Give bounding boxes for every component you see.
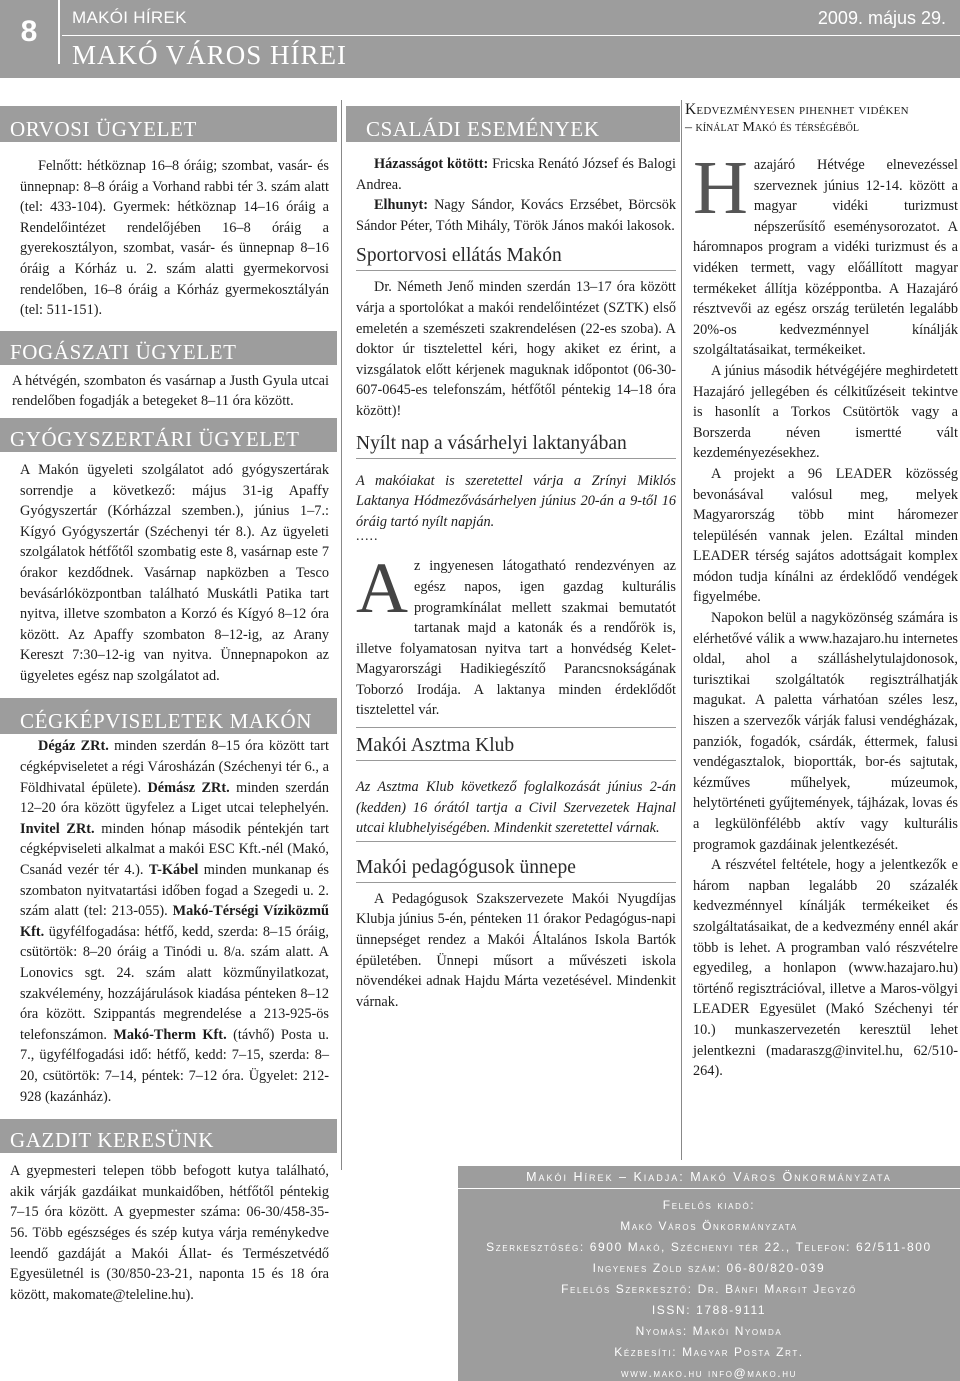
imprint-box — [458, 1166, 960, 1381]
heading-sportorvosi: Sportorvosi ellátás Makón — [356, 245, 562, 267]
imprint-row: Makó Város Önkormányzata — [620, 1219, 798, 1233]
column-right — [683, 100, 960, 1082]
imprint-row: Felelős kiadó: — [662, 1198, 756, 1212]
column-middle — [346, 100, 680, 1012]
company-info: minden szerdán 12–20 óra között ügyfelez a Liget utcai telephelyén. — [20, 779, 329, 817]
asztma-text: Az Asztma Klub következő foglalkozását június 2-án (kedden) 16 órától tartja a Civil Szervezetek Hajnal utcai klubhelyiségében. Mindenkit szeretettel várnak. — [356, 779, 676, 837]
section-heading-orvosi: ORVOSI ÜGYELET — [0, 106, 337, 142]
orvosi-text: Felnőtt: hétköznap 16–8 óráig; szombat, vasár- és ünnepnap: 8–8 óráig a Vorhand rabbi tér 3. szám alatt (tel: 433-104). Gyermek: hétköznap 14–16 óráig a Rendelőintézet rendelőjében 16–8 óráig a gyerekosztályon, szombat, vasár- és ünnepnap 8–16 óráig a Kórház u. 2. szám alatti gyermekorvosi rendelőben, 16–8 óráig a Kórház gyermekosztályán (tel: 511-151). — [20, 158, 329, 319]
masthead-divider — [62, 35, 960, 36]
imprint-row: Szerkesztőség: 6900 Makó, Széchenyi tér 22., Telefon: 62/511-800 — [486, 1240, 932, 1254]
hazassag-text — [346, 142, 680, 195]
heading-asztma-klub: Makói Asztma Klub — [356, 735, 515, 757]
imprint-title: Makói Hírek – Kiadja: Makó Város Önkormányzata — [526, 1170, 892, 1184]
heading-nyilt-nap: Nyílt nap a vásárhelyi laktanyában — [356, 432, 627, 454]
column-left — [0, 100, 337, 1305]
nyilt-nap-body: z ingyenesen látogatható rendezvényen az egész napos, igen gazdag kulturális programkínálat mellett szakmai bemutatót tartanak majd a katonák és a rendőrök is, illetve folyamatosan nyitva tart a honvédség Kelet-Magyarországi Hadikiegészítő Parancsnokságának Toborzó Irodája. A laktanya minden érdeklődőt tisztelettel vár. — [356, 558, 676, 719]
hazajaro-p5: A részvétel feltétele, hogy a jelentkezők e három napban legalább 20 százalék kedvezménnyel kínálják termékeiket és szolgáltatásaikat, de a kedvezmény ennél akár több is lehet. A programban való részvételre egyedileg, a honlapon (www.hazajaro.hu) történő regisztrációval, illetve a Maros-völgyi LEADER Egyesület (Makó Széchenyi tér 10.) munkaszervezetén keresztül lehet jelentkezni (madaraszg@invitel.hu, 62/510-264). — [693, 857, 958, 1080]
sportorvosi-text: Dr. Németh Jenő minden szerdán 13–17 óra között várja a sportolókat a makói rendelőintézet (SZTK) első emeletén a szemészeti szakrendelésen (22-es szoba). A doktor úr tisztelettel kéri, hogy akiket ez érint, a vizsgálatok előtt kérjenek maguknak időpontot (06-30-607-0645-es telefonszám, hétfőtől péntekig 14–18 óra között)! — [356, 279, 676, 419]
hazassag-label: Házasságot kötött: — [374, 156, 489, 172]
elhunyt-label: Elhunyt: — [374, 197, 429, 214]
imprint-row: Ingyenes Zöld szám: 06-80/820-039 — [592, 1261, 826, 1275]
company-name: Invitel ZRt. — [20, 820, 95, 837]
imprint-row: Kézbesíti: Magyar Posta Zrt. — [614, 1345, 804, 1359]
gyogyszertari-text: A Makón ügyeleti szolgálatot adó gyógyszertárak sorrendje a következő: május 31-ig Apaffy Gyógyszertár (Kórházzal szemben.), június 1–7.: Kígyó Gyógyszertár (Széchenyi tér 8.). Az ügyeleti szolgálatok hétfőtől szombatig este 8, vasárnap este 7 órakor kezdődnek. Vasárnap napközben a Tesco bevásárlóközpontban található Muskátli Patika tart nyitva, illetve szombaton a Korzó és Kígyó 8–12 óra között. Az Apaffy szombaton 8–12-ig, az Arany Kereszt 7:30–12-ig van nyitva. Ünnepnapokon az ügyeletes egész nap szolgálatot ad. — [20, 461, 329, 684]
fogaszati-text: A hétvégén, szombaton és vasárnap a Justh Gyula utcai rendelőben fogadják a betegeket 8–11 óra között. — [12, 372, 329, 410]
section-rule — [356, 727, 676, 728]
company-name: T-Kábel — [148, 862, 199, 879]
nyilt-nap-text — [346, 542, 680, 721]
section-rule — [356, 841, 676, 842]
section-heading-fogaszati: FOGÁSZATI ÜGYELET — [0, 331, 337, 365]
heading-pedagogus: Makói pedagógusok ünnepe — [356, 856, 576, 878]
hazajaro-p4: Napokon belül a nagyközönség számára is elérhetővé válik a www.hazajaro.hu internetes oldal, ahol a szálláshelytulajdonosok, turisztikai szolgáltatók regisztrálhatják magukat. A paletta várhatóan széles lesz, hiszen a szervezők várják falusi vendégházak, panziók, fogadók, csárdák, éttermek, falusi vendégasztalok, bioportták, bor-és sajtutak, kézműves műhelyek, múzeumok, helytörténeti gyűjtemények, tájházak, lovas és a legkülönfélébb aktív vagy kulturális programok gazdáinak jelentkezését. — [693, 610, 958, 853]
hazajaro-p3: A projekt a 96 LEADER közösség bevonásával valósul meg, melyek Magyarország több mint háromezer településén vannak jelen. Ezáltal minden LEADER térség sajátos adottságait komplex módon tudja kínálni az érdeklődő vendégek figyelmébe. — [693, 465, 958, 606]
elhunyt-names: Nagy Sándor, Kovács Erzsébet, Börcsök Sándor Péter, Tóth Mihály, Török János makói lakosok. — [356, 197, 676, 234]
gazdit-text: A gyepmesteri telepen több befogott kutya található, akik várják gazdáikat munkaidőben, hétfőtől péntekig 7–15 óra között. A gyepmester száma: 06-30/458-35-56. Több egészséges és szép kutya várja reménykedve leendő gazdáját a Makói Állat- és Természetvédő Egyesületnél is (30/850-23-21, naponta 15 és 18 óra között, makomate@teleline.hu). — [10, 1163, 329, 1303]
hazassag-names: Fricska Renátó József és Balogi Andrea. — [356, 156, 676, 193]
page-title: MAKÓ VÁROS HÍREI — [72, 40, 348, 70]
company-info: minden hónap második péntekjén tart cégképviseleti alkalmat a makói ESC Kft.-nél (Makó, Csanád vezér tér 4.). — [20, 820, 329, 879]
hazajaro-p2: A június második hétvégéjére meghirdetett Hazajáró jellegében és célkitűzéseit tekintve is hasonlít a Torkos Csütörtök vagy a Borszerda néven ismertté vált kezdeményezésekhez. — [693, 362, 958, 462]
nyilt-nap-lead: A makóiakat is szeretettel várja a Zrínyi Miklós Laktanya Hódmezővásárhelyen június 20-án a 9-től 16 óráig tartó nyílt napján. — [356, 472, 676, 530]
imprint-web-link[interactable]: www.mako.hu info@mako.hu — [621, 1366, 797, 1380]
imprint-row: Felelős Szerkesztő: Dr. Bánfi Margit Jegyző — [561, 1282, 857, 1296]
column-divider — [681, 100, 682, 1160]
page-number: 8 — [0, 0, 60, 64]
hazajaro-p1 — [683, 137, 960, 361]
company-name: Démász ZRt. — [147, 779, 230, 796]
dropcap-letter: A — [356, 548, 408, 629]
company-name: Dégáz ZRt. — [38, 738, 109, 755]
company-info: minden munkanap és szombaton nyitvatartási időben fogad a Szegedi u. 2. szám alatt (tel: 213-055). — [20, 862, 329, 920]
issue-date: 2009. május 29. — [817, 8, 946, 28]
hazajaro-p1-body: azajáró Hétvége elnevezéssel szerveznek június 12-14. között a magyar vidéki turizmust népszerűsítő eseménysorozatot. A háromnapos program a vidéki turizmust és a vidéken termett, vagy előállított magyar termékeket állítja középpontba. A Hazajáró résztvevői az egész ország területén legalább 20%-os kedvezménnyel kínálják szolgáltatásaikat, termékeiket. — [693, 157, 958, 359]
company-info: ügyfélfogadása: hétfő, kedd, szerda: 8–15 óráig, csütörtök: 8–20 óráig a Tinódi u. 8/a. szám alatt. A Lonovics sgt. 24. szám alatt közműnyilatkozat, szakvélemény, hozzájárulások kiadása pénteken 8–12 óra között. Szippantás megrendelése a 213-925-ös telefonszámon. — [20, 923, 329, 1043]
cegkepviseletek-text — [0, 734, 337, 1107]
pedagogus-text: A Pedagógusok Szakszervezete Makói Nyugdíjas Klubja június 5-én, pénteken 11 órakor Pedagógus-napi ünnepséget rendez a Makói Általános Iskola Bartók épületében. Ünnepi műsort a művészeti iskola növendékei adnak Hajdu Márta vezetésével. Mindenkit várnak. — [356, 890, 676, 1010]
imprint-row: Nyomás: Makói Nyomda — [635, 1324, 783, 1338]
article-headline: Kedvezményesen pihenhet vidéken — [685, 101, 909, 118]
section-heading-cegkepviseletek: CÉGKÉPVISELETEK MAKÓN — [0, 698, 337, 734]
company-name: Makó-Térségi Víziközmű Kft. — [20, 903, 329, 940]
dropcap-letter: H — [693, 146, 748, 230]
company-name: Makó-Therm Kft. — [113, 1026, 227, 1043]
imprint-row: ISSN: 1788-9111 — [651, 1303, 767, 1317]
section-heading-csaladi: CSALÁDI ESEMÉNYEK — [346, 106, 680, 142]
company-info: minden szerdán 8–15 óra között tart cégképviseletet a régi Városházán (Széchenyi tér 6., a Földhivatal épülete). — [20, 738, 329, 796]
elhunyt-text — [346, 195, 680, 236]
article-subheadline: – kínálat Makó és térségéből — [685, 120, 859, 135]
separator-dots: ..... — [356, 529, 379, 545]
company-info: (távhő) Posta u. 7., ügyfélfogadási idő: hétfő, kedd: 7–15, szerda: 8–20, csütörtök: 7–14, péntek: 7–12 óra. Ügyelet: 212-928 (kazánház). — [20, 1026, 329, 1105]
column-divider — [341, 100, 342, 1170]
section-heading-gazdit: GAZDIT KERESÜNK — [0, 1119, 337, 1153]
section-heading-gyogyszertari: GYÓGYSZERTÁRI ÜGYELET — [0, 418, 337, 452]
publication-name: MAKÓI HÍREK — [72, 8, 187, 27]
